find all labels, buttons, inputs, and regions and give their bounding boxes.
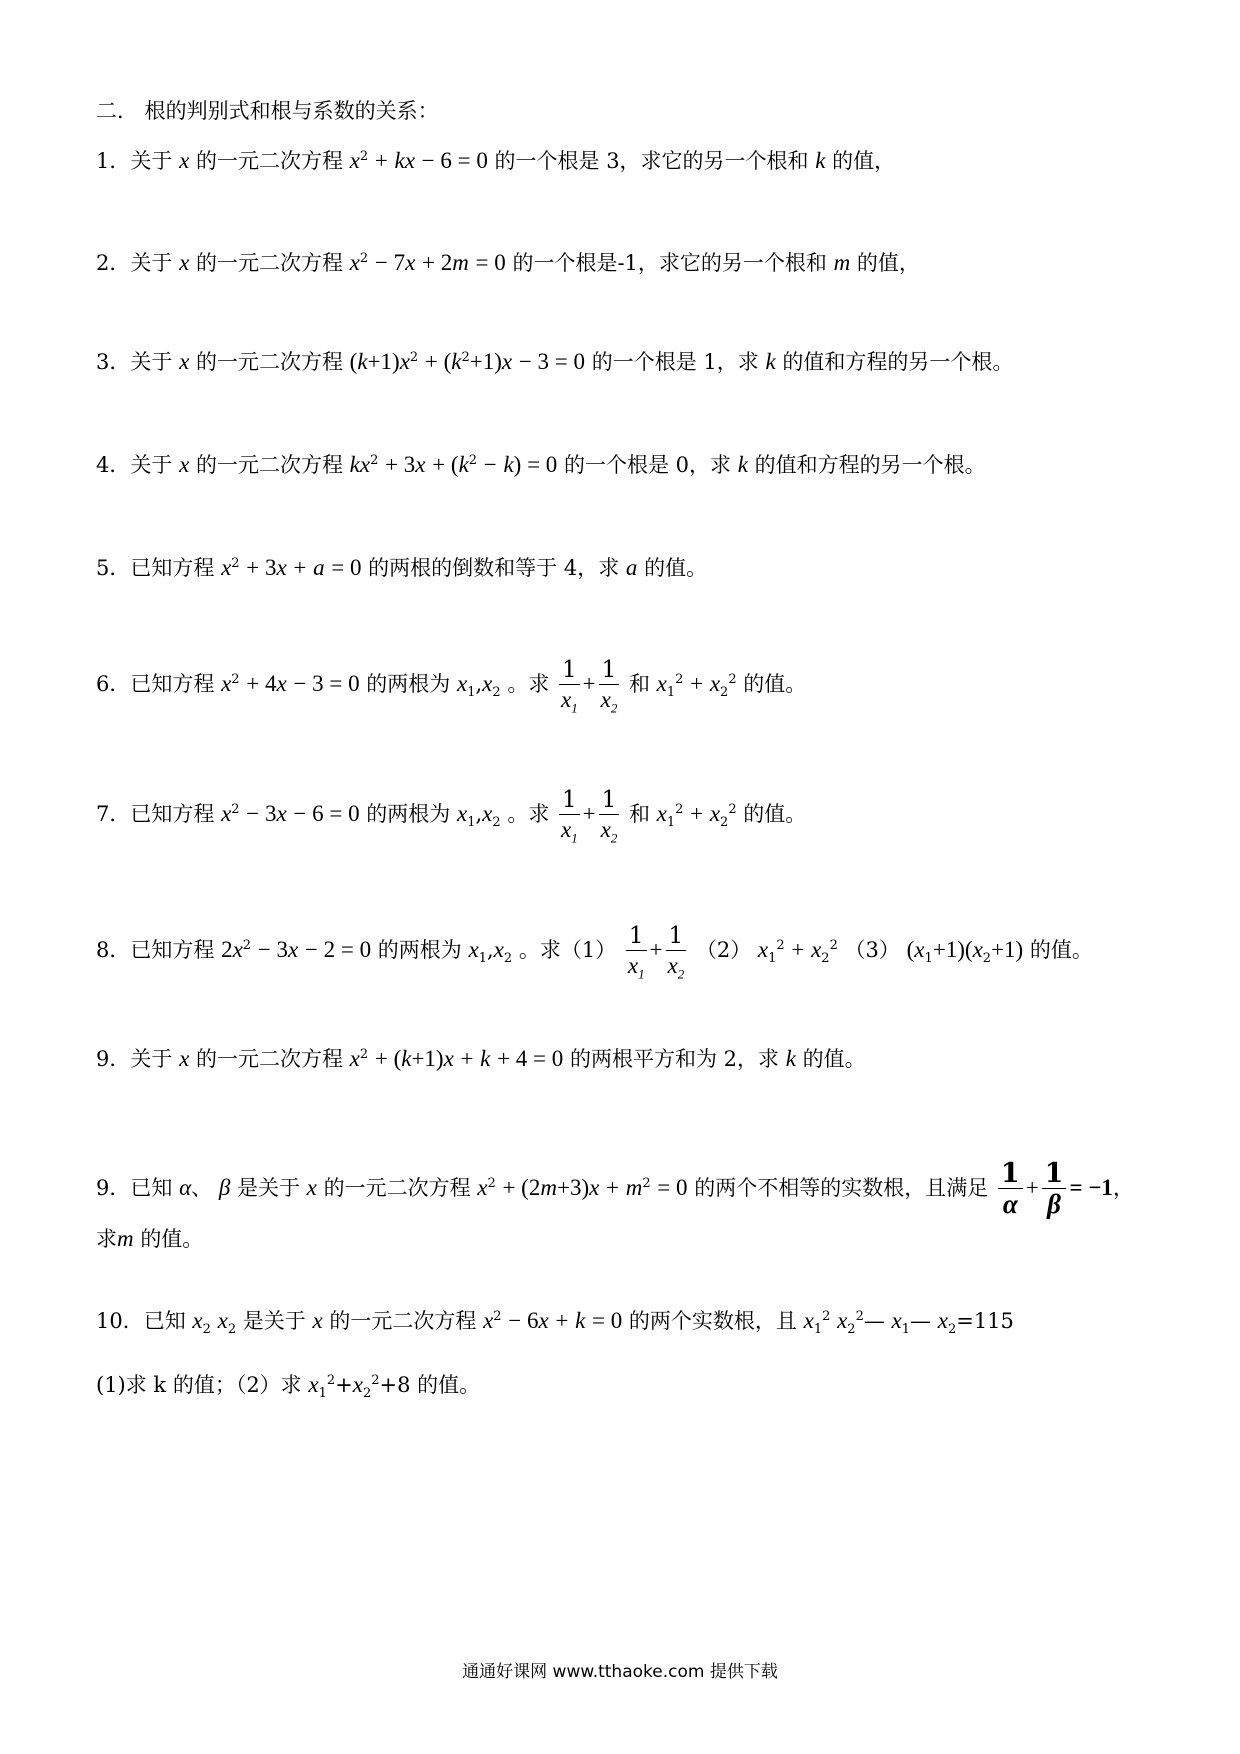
roots: $x_2$ $x_2$ bbox=[192, 1308, 237, 1338]
problem-6: 6．已知方程 $x^2 + 4x - 3 = 0$ 的两根为 $x_1,x_2$ 。求 $\frac{1}{x_1}$ + $\frac{1}{x_2}$ 和 $x_1^2 + x_2^2$ 的值。 bbox=[96, 657, 807, 716]
sum-of-squares: $x_1^2 + x_2^2$ bbox=[656, 671, 737, 701]
equation: $x^2 - 3x - 6 = 0$ bbox=[221, 801, 360, 826]
problem-10-continued: (1)求 k 的值；（2）求 $x_1^2+x_2^2+8$ 的值。 bbox=[96, 1372, 481, 1402]
problem-8: 8．已知方程 $2x^2 - 3x - 2 = 0$ 的两根为 $x_1,x_2$ 。求（1） $\frac{1}{x_1}$ + $\frac{1}{x_2}$ （2） $x_1^2 + x_2^2$ （3） $(x_1+1)(x_2+1)$ 的值。 bbox=[96, 923, 1093, 982]
equation: $2x^2 - 3x - 2 = 0$ bbox=[221, 937, 372, 962]
equation: $x^2 + 3x + a = 0$ bbox=[221, 555, 362, 580]
sum-of-squares: $x_1^2 + x_2^2$ bbox=[656, 801, 737, 831]
condition-expression: $x_1^2$ $x_2^2—$ $x_1—$ $x_2$ bbox=[803, 1308, 957, 1338]
section-title: 二． 根的判别式和根与系数的关系： bbox=[96, 99, 439, 123]
fraction-1-over-x1: $\frac{1}{x_1}$ bbox=[627, 923, 645, 982]
fraction-1-over-beta: $\frac{1}{\beta}$ bbox=[1042, 1160, 1067, 1219]
equation: $x^2 + (2m+3)x + m^2 = 0$ bbox=[477, 1175, 688, 1200]
problem-10: 10．已知 $x_2$ $x_2$ 是关于 x 的一元二次方程 $x^2 - 6x + k = 0$ 的两个实数根，且 $x_1^2$ $x_2^2—$ $x_1—$ $x_2=115$ bbox=[96, 1308, 1014, 1338]
equation: $(k+1)x^2 + (k^2+1)x - 3 = 0$ bbox=[349, 349, 586, 374]
problem-9a: 9．关于 x 的一元二次方程 $x^2 + (k+1)x + k + 4 = 0$ 的两根平方和为 2，求 k 的值。 bbox=[96, 1046, 866, 1071]
problem-4: 4．关于 x 的一元二次方程 $kx^2 + 3x + (k^2 - k) = 0$ 的一个根是 0，求 k 的值和方程的另一个根。 bbox=[96, 452, 986, 477]
footer-credit: 通通好课网 www.tthaoke.com 提供下载 bbox=[462, 1662, 778, 1682]
problem-9b: 9．已知 α、 β 是关于 x 的一元二次方程 $x^2 + (2m+3)x + m^2 = 0$ 的两个不相等的实数根，且满足 $\frac{1}{\alpha}$ + $\frac{1}{\beta}$ = −1， bbox=[96, 1158, 1134, 1219]
roots: $x_1,x_2$ bbox=[468, 937, 513, 967]
sum-of-squares: $x_1^2+x_2^2$ bbox=[308, 1372, 380, 1402]
equation: $x^2 - 6x + k = 0$ bbox=[483, 1308, 623, 1333]
product-expression: $(x_1+1)(x_2+1)$ bbox=[906, 937, 1024, 967]
fraction-1-over-x2: $\frac{1}{x_2}$ bbox=[600, 657, 618, 716]
equation: $x^2$ + kx − 6 = 0 bbox=[349, 148, 488, 173]
problem-9b-continued: 求m 的值。 bbox=[96, 1226, 204, 1251]
fraction-1-over-x2: $\frac{1}{x_2}$ bbox=[667, 923, 685, 982]
fraction-1-over-x1: $\frac{1}{x_1}$ bbox=[560, 787, 578, 846]
equation: $x^2 + (k+1)x + k + 4 = 0$ bbox=[349, 1046, 564, 1071]
sum-of-squares: $x_1^2 + x_2^2$ bbox=[757, 937, 838, 967]
fraction-1-over-x1: $\frac{1}{x_1}$ bbox=[560, 657, 578, 716]
equation: $x^2 - 7x + 2m = 0$ bbox=[349, 250, 506, 275]
alpha-symbol: α bbox=[179, 1175, 192, 1200]
problem-1: 1．关于 x 的一元二次方程 $x^2$ + kx − 6 = 0 的一个根是 3，求它的另一个根和 k 的值， bbox=[96, 148, 896, 173]
fraction-1-over-alpha: $\frac{1}{\alpha}$ bbox=[998, 1160, 1023, 1219]
beta-symbol: β bbox=[218, 1175, 231, 1200]
roots: $x_1,x_2$ bbox=[456, 671, 501, 701]
fraction-1-over-x2: $\frac{1}{x_2}$ bbox=[600, 787, 618, 846]
equation: $kx^2 + 3x + (k^2 - k) = 0$ bbox=[349, 452, 558, 477]
roots: $x_1,x_2$ bbox=[456, 801, 501, 831]
problem-2: 2．关于 x 的一元二次方程 $x^2 - 7x + 2m = 0$ 的一个根是-1，求它的另一个根和 m 的值， bbox=[96, 250, 920, 275]
problem-5: 5．已知方程 $x^2 + 3x + a = 0$ 的两根的倒数和等于 4，求 a 的值。 bbox=[96, 555, 708, 580]
problem-3: 3．关于 x 的一元二次方程 $(k+1)x^2 + (k^2+1)x - 3 = 0$ 的一个根是 1，求 k 的值和方程的另一个根。 bbox=[96, 349, 1014, 374]
problem-7: 7．已知方程 $x^2 - 3x - 6 = 0$ 的两根为 $x_1,x_2$ 。求 $\frac{1}{x_1}$ + $\frac{1}{x_2}$ 和 $x_1^2 + x_2^2$ 的值。 bbox=[96, 787, 807, 846]
equation: $x^2 + 4x - 3 = 0$ bbox=[221, 671, 360, 696]
